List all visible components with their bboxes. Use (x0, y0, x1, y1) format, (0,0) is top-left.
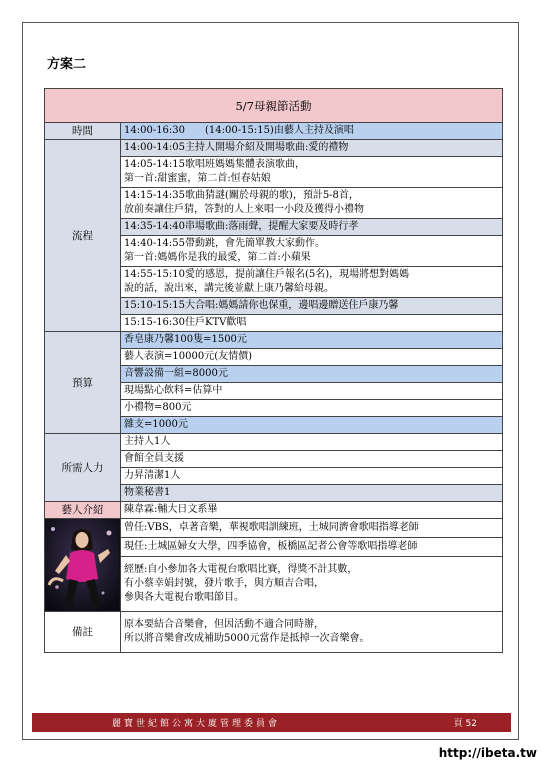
artist-row (45, 502, 503, 519)
flow-item (121, 236, 503, 267)
flow-label: 流程 (45, 140, 121, 332)
flow-item-line: 15:10-15:15大合唱:媽媽請你也保重，邊唱邊贈送住戶康乃馨 (124, 300, 399, 311)
budget-label: 預算 (45, 332, 121, 434)
title-row (45, 89, 503, 123)
budget-item: 藝人表演=10000元(友情價) (121, 349, 503, 366)
source-watermark: http://ibeta.tw (438, 746, 537, 760)
notes-line: 所以將音樂會改成補助5000元當作是抵掉一次音樂會。 (124, 633, 370, 644)
time-label: 時間 (45, 123, 121, 140)
notes-label: 備註 (45, 612, 121, 653)
flow-item (121, 157, 503, 188)
flow-item-line: 14:55-15:10愛的感恩，提前讓住戶報名(5名)，現場將想對媽媽 (124, 269, 410, 280)
section-heading: 方案二 (47, 57, 87, 72)
flow-item-line: 14:40-14:55帶動跳，會先簡單教大家動作。 (124, 238, 326, 249)
flow-item-line: 第一首:甜蜜蜜，第二首:恒春姑娘 (124, 173, 271, 184)
flow-item-line: 15:15-16:30住戶KTV歡唱 (124, 317, 247, 328)
artist-experience-line: 曾任:VBS，卓著音樂，華視歌唱訓練班，土城同濟會歌唱指導老師 (121, 519, 503, 538)
flow-item-line: 說的話，說出來，講完後並獻上康乃馨給母親。 (124, 283, 334, 294)
flow-item (121, 315, 503, 332)
artist-photo (45, 519, 119, 611)
artist-photo-cell (45, 519, 121, 612)
footer-bar (32, 713, 511, 732)
flow-item (121, 188, 503, 219)
budget-row (45, 332, 503, 349)
flow-item (121, 298, 503, 315)
budget-item: 小禮物=800元 (121, 400, 503, 417)
event-title: 5/7母親節活動 (45, 89, 503, 123)
flow-item-line: 14:15-14:35歌曲猜謎(關於母親的歌)，預計5-8首， (124, 190, 359, 201)
staff-item: 主持人1人 (121, 434, 503, 451)
notes-line: 原本要結合音樂會，但因活動不適合同時辦， (124, 619, 324, 630)
flow-item-line: 14:05-14:15歌唱班媽媽集體表演歌曲， (124, 159, 306, 170)
artist-experience-line: 現任:土城區婦女大學，四季協會，板橋區記者公會等歌唱指導老師 (121, 538, 503, 557)
artist-name: 陳韋霖:輔大日文系畢 (121, 502, 503, 519)
staff-row (45, 434, 503, 451)
artist-bio-line: 有小蔡幸娟封號，發片歌手，與方順吉合唱， (124, 578, 324, 589)
event-plan-table (44, 88, 503, 653)
artist-bio (121, 557, 503, 612)
page-number: 頁 52 (453, 719, 477, 729)
budget-item: 香皂康乃馨100隻=1500元 (121, 332, 503, 349)
flow-item-line: 14:35-14:40串場歌曲:落雨聲，提醒大家要及時行孝 (124, 221, 359, 232)
flow-item (121, 267, 503, 298)
time-row (45, 123, 503, 140)
artist-bio-line: 經歷:自小參加各大電視台歌唱比賽，得獎不計其數， (124, 564, 358, 575)
footer-organization: 麗寶世紀館公寓大廈管理委員會 (112, 719, 281, 729)
flow-row (45, 140, 503, 157)
budget-item: 雜支=1000元 (121, 417, 503, 434)
notes-row (45, 612, 503, 653)
budget-item: 音響設備一組=8000元 (121, 366, 503, 383)
staff-item: 力昇清潔1人 (121, 468, 503, 485)
artist-label: 藝人介紹 (45, 502, 121, 519)
artist-bio-line: 參與各大電視台歌唱節目。 (124, 592, 244, 603)
flow-item-line: 放前奏讓住戶猜，答對的人上來唱一小段及獲得小禮物 (124, 204, 364, 215)
budget-item: 現場點心飲料=估算中 (121, 383, 503, 400)
time-value: 14:00-16:30 (14:00-15:15)由藝人主持及演唱 (121, 123, 503, 140)
staff-label: 所需人力 (45, 434, 121, 502)
staff-item: 會館全員支援 (121, 451, 503, 468)
flow-item (121, 219, 503, 236)
flow-item (121, 140, 503, 157)
staff-item: 物業秘書1 (121, 485, 503, 502)
flow-item-line: 14:00-14:05主持人開場介紹及開場歌曲:愛的禮物 (124, 142, 349, 153)
artist-row (45, 519, 503, 538)
notes-value (121, 612, 503, 653)
flow-item-line: 第一首:媽媽你是我的最愛，第二首:小蘋果 (124, 252, 311, 263)
